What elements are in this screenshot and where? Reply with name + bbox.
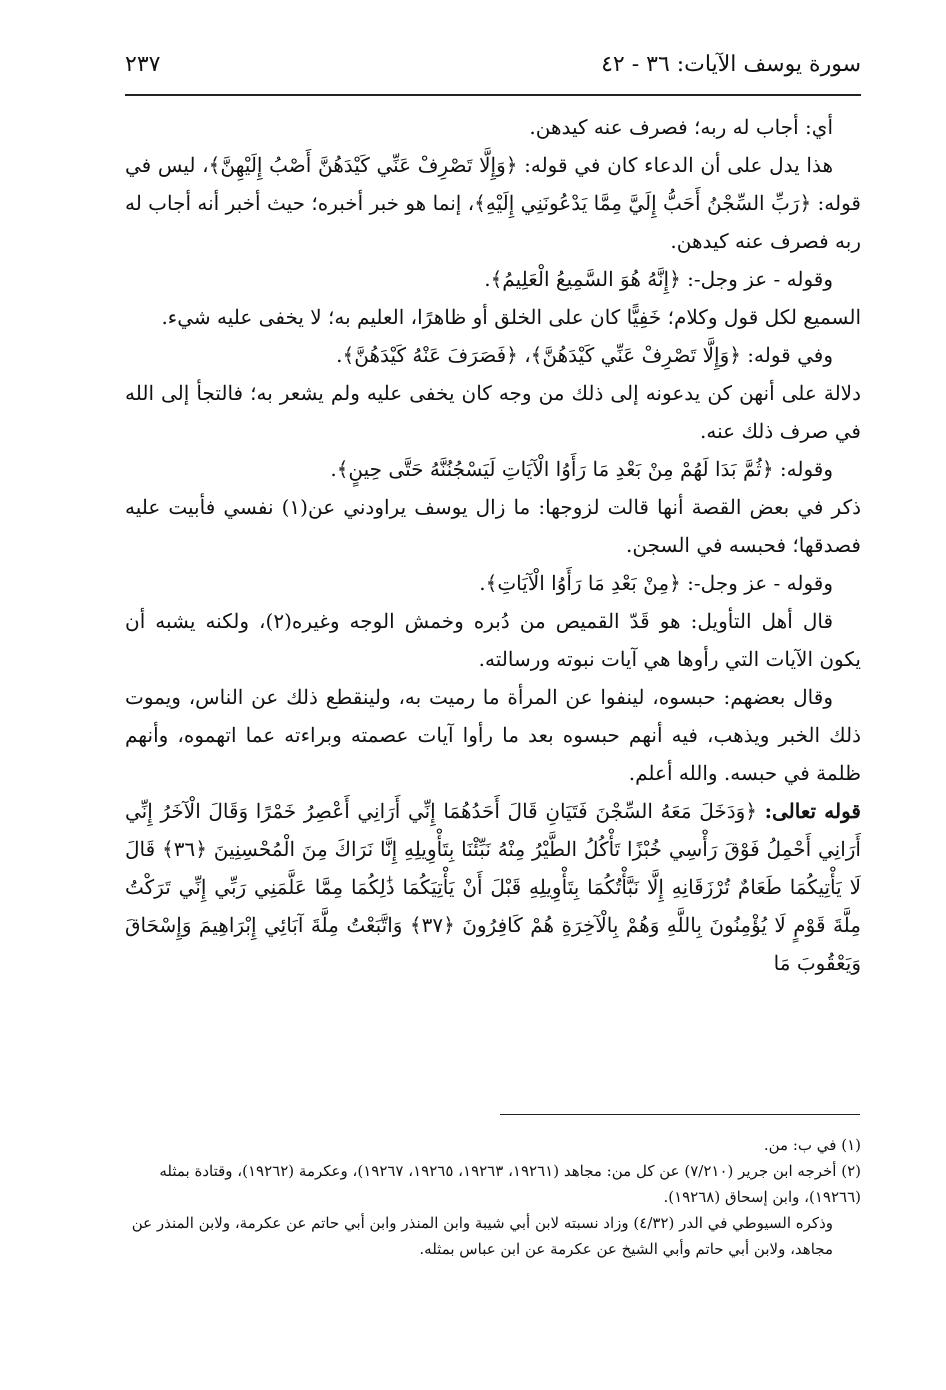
page-number: ٢٣٧ — [125, 52, 161, 77]
paragraph: وقوله: ﴿ثُمَّ بَدَا لَهُمْ مِنْ بَعْدِ مَا رَأَوُا الْآيَاتِ لَيَسْجُنُنَّهُ حَتَّى حِينٍ﴾. — [330, 457, 833, 481]
footnote: (٢) أخرجه ابن جرير (٧/٢١٠) عن كل من: مجاهد (١٩٢٦١، ١٩٢٦٣، ١٩٢٦٥، ١٩٢٦٧)، وعكرمة (١٩٢٦٢)، وقتادة بمثله (١٩٢٦٦)، وابن إسحاق (١٩٢٦٨). — [159, 1162, 861, 1206]
paragraph: السميع لكل قول وكلام؛ خَفِيًّا كان على الخلق أو ظاهرًا، العليم به؛ لا يخفى عليه شيء. — [161, 305, 861, 329]
paragraph: وقال بعضهم: حبسوه، لينفوا عن المرأة ما رميت به، ولينقطع ذلك عن الناس، ويموت ذلك الخبر ويذهب، فيه أنهم حبسوه بعد ما رأوا آيات عصمته وبراءته عما اتهموه، وأنهم ظلمة في حبسه. والله أعلم. — [125, 685, 861, 785]
main-text — [125, 108, 861, 982]
paragraph: هذا يدل على أن الدعاء كان في قوله: ﴿وَإِلَّا تَصْرِفْ عَنِّي كَيْدَهُنَّ أَصْبُ إِلَيْهِنَّ﴾، ليس في قوله: ﴿رَبِّ السِّجْنُ أَحَبُّ إِلَيَّ مِمَّا يَدْعُونَنِي إِلَيْهِ﴾، إنما هو خبر أخبره؛ حيث أخبر أنه أجاب له ربه فصرف عنه كيدهن. — [125, 153, 861, 253]
header-rule — [125, 94, 861, 96]
paragraph: ذكر في بعض القصة أنها قالت لزوجها: ما زال يوسف يراودني عن(١) نفسي فأبيت عليه فصدقها؛ فحبسه في السجن. — [125, 495, 862, 557]
footnote: وذكره السيوطي في الدر (٤/٣٢) وزاد نسبته لابن أبي شيبة وابن المنذر وابن أبي حاتم عن عكرمة، ولابن المنذر عن مجاهد، ولابن أبي حاتم وأبي الشيخ عن عكرمة عن ابن عباس بمثله. — [131, 1214, 833, 1258]
running-header — [125, 52, 861, 92]
verse-label: قوله تعالى: — [764, 799, 861, 823]
footnote-separator — [500, 1114, 860, 1115]
header-title: سورة يوسف الآيات: ٣٦ - ٤٢ — [601, 52, 861, 77]
quran-verse: ﴿وَدَخَلَ مَعَهُ السِّجْنَ فَتَيَانِ قَالَ أَحَدُهُمَا إِنِّي أَرَانِي أَعْصِرُ خَمْرًا وَقَالَ الْآخَرُ إِنِّي أَرَانِي أَحْمِلُ فَوْقَ رَأْسِي خُبْزًا تَأْكُلُ الطَّيْرُ مِنْهُ نَبِّئْنَا بِتَأْوِيلِهِ إِنَّا نَرَاكَ مِنَ الْمُحْسِنِينَ ﴿٣٦﴾ قَالَ لَا يَأْتِيكُمَا طَعَامٌ تُرْزَقَانِهِ إِلَّا نَبَّأْتُكُمَا بِتَأْوِيلِهِ قَبْلَ أَنْ يَأْتِيَكُمَا ذَٰلِكُمَا مِمَّا عَلَّمَنِي رَبِّي إِنِّي تَرَكْتُ مِلَّةَ قَوْمٍ لَا يُؤْمِنُونَ بِاللَّهِ وَهُمْ بِالْآخِرَةِ هُمْ كَافِرُونَ ﴿٣٧﴾ وَاتَّبَعْتُ مِلَّةَ آبَائِي إِبْرَاهِيمَ وَإِسْحَاقَ وَيَعْقُوبَ مَا — [125, 799, 861, 975]
footnote: (١) في ب: من. — [763, 1136, 861, 1154]
paragraph: وقوله - عز وجل-: ﴿إِنَّهُ هُوَ السَّمِيعُ الْعَلِيمُ﴾. — [484, 267, 833, 291]
footnotes — [125, 1132, 861, 1262]
paragraph: وفي قوله: ﴿وَإِلَّا تَصْرِفْ عَنِّي كَيْدَهُنَّ﴾، ﴿فَصَرَفَ عَنْهُ كَيْدَهُنَّ﴾. — [336, 343, 833, 367]
paragraph: دلالة على أنهن كن يدعونه إلى ذلك من وجه كان يخفى عليه ولم يشعر به؛ فالتجأ إلى الله في صرف ذلك عنه. — [125, 381, 861, 443]
paragraph: أي: أجاب له ربه؛ فصرف عنه كيدهن. — [529, 115, 833, 139]
paragraph: قال أهل التأويل: هو قَدّ القميص من دُبره وخمش الوجه وغيره(٢)، ولكنه يشبه أن يكون الآيات التي رأوها هي آيات نبوته ورسالته. — [125, 609, 861, 671]
verse-paragraph — [125, 792, 861, 982]
paragraph: وقوله - عز وجل-: ﴿مِنْ بَعْدِ مَا رَأَوُا الْآيَاتِ﴾. — [479, 571, 833, 595]
